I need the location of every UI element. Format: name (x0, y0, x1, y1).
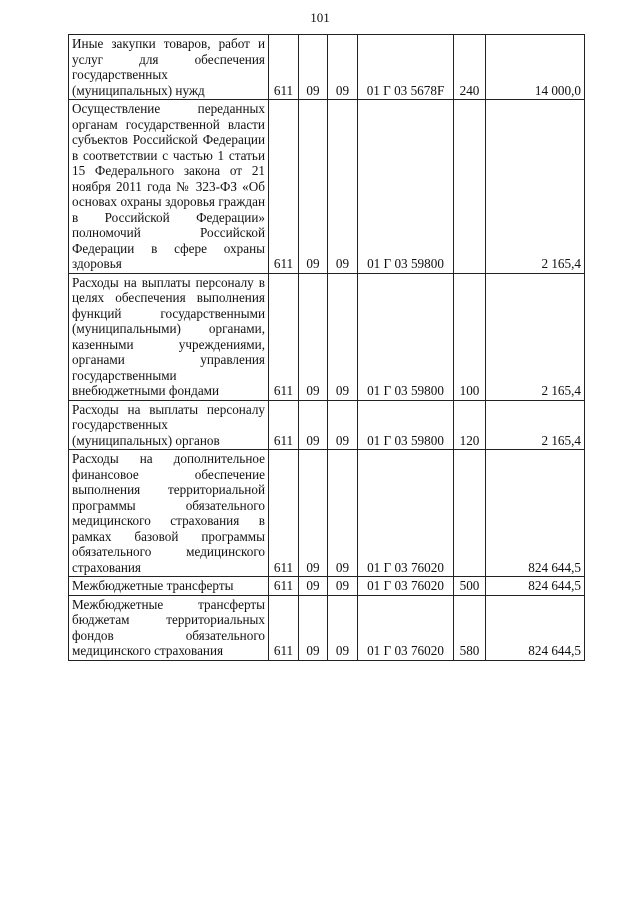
table-row (69, 35, 585, 100)
ministry-code-cell: 611 (269, 100, 299, 274)
description-text: базовой программы (134, 528, 265, 544)
ministry-code-cell: 611 (269, 400, 299, 450)
expense-description (69, 35, 269, 100)
description-text: государственных (72, 67, 168, 82)
amount-cell: 14 000,0 (486, 35, 585, 100)
description-text: (муниципальных) органов (72, 432, 220, 448)
description-text: казенными учреждениями, (72, 336, 265, 352)
description-text: персоналу государственных (72, 401, 266, 432)
amount-cell: 2 165,4 (486, 273, 585, 400)
subsection-code-cell: 09 (328, 595, 358, 660)
expense-description (69, 577, 269, 596)
description-text: страхования в рамках (72, 513, 265, 544)
description-text: персоналу в целях (72, 274, 265, 305)
target-article-cell: 01 Г 03 76020 (358, 577, 454, 596)
table-body (69, 35, 585, 661)
description-text: Расходы на дополнительное (72, 451, 265, 466)
subsection-code-cell: 09 (328, 100, 358, 274)
expense-description (69, 273, 269, 400)
description-text: от 21 ноября 2011 года (72, 163, 266, 194)
description-text: страхования (72, 559, 141, 575)
description-text: внебюджетными фондами (72, 383, 220, 398)
description-text: Межбюджетные трансферты (72, 596, 265, 612)
subsection-code-cell: 09 (328, 577, 358, 596)
description-text: власти субъектов Российской (72, 116, 265, 147)
expense-type-cell: 240 (454, 35, 486, 100)
expense-type-cell (454, 100, 486, 274)
target-article-cell: 01 Г 03 59800 (358, 273, 454, 400)
table-row (69, 400, 585, 450)
description-text: финансовое обеспечение (72, 466, 265, 482)
subsection-code-cell: 09 (328, 273, 358, 400)
description-text: обеспечения выполнения (115, 290, 265, 305)
section-code-cell: 09 (299, 400, 328, 450)
description-text: № 323-ФЗ «Об основах (72, 178, 266, 209)
description-text: охраны здоровья граждан (120, 194, 265, 209)
description-text: фондов обязательного (72, 627, 265, 643)
amount-cell: 824 644,5 (486, 450, 585, 577)
description-text: Осуществление переданных (72, 101, 265, 116)
expense-type-cell: 120 (454, 400, 486, 450)
section-code-cell: 09 (299, 595, 328, 660)
target-article-cell: 01 Г 03 76020 (358, 450, 454, 577)
section-code-cell: 09 (299, 100, 328, 274)
description-text: территориальной программы (72, 482, 265, 513)
description-text: Расходы на выплаты (72, 401, 199, 417)
description-text: обязательного медицинского (72, 544, 265, 559)
description-text: государственными (72, 367, 177, 383)
ministry-code-cell: 611 (269, 595, 299, 660)
description-text: Межбюджетные трансферты (72, 578, 234, 593)
expense-type-cell: 100 (454, 273, 486, 400)
ministry-code-cell: 611 (269, 450, 299, 577)
description-text: медицинского страхования (72, 643, 224, 658)
table-row (69, 450, 585, 577)
target-article-cell: 01 Г 03 5678F (358, 35, 454, 100)
section-code-cell: 09 (299, 35, 328, 100)
description-text: выполнения (72, 482, 141, 497)
description-text: органами управления (72, 352, 265, 367)
description-text: функций государственными (72, 305, 265, 321)
table-row (69, 577, 585, 596)
ministry-code-cell: 611 (269, 577, 299, 596)
table-row (69, 273, 585, 400)
ministry-code-cell: 611 (269, 273, 299, 400)
expense-description (69, 400, 269, 450)
description-text: Расходы на выплаты (72, 274, 191, 290)
subsection-code-cell: 09 (328, 400, 358, 450)
amount-cell: 2 165,4 (486, 100, 585, 274)
description-text: (муниципальными) органами, (72, 321, 265, 336)
description-text: и услуг для обеспечения (72, 36, 265, 67)
description-text: (муниципальных) нужд (72, 82, 205, 98)
description-text: органам государственной (72, 116, 220, 132)
description-text: обязательного медицинского (72, 497, 265, 528)
amount-cell: 824 644,5 (486, 577, 585, 596)
expense-type-cell: 580 (454, 595, 486, 660)
table-row (69, 100, 585, 274)
description-text: в Российской Федерации» (72, 209, 265, 225)
description-text: Иные закупки товаров, работ (72, 36, 250, 51)
section-code-cell: 09 (299, 577, 328, 596)
description-text: Федерации в соответствии (72, 132, 265, 163)
description-text: полномочий Российской (72, 225, 265, 240)
table-row (69, 595, 585, 660)
expense-description (69, 100, 269, 274)
description-text: здоровья (72, 256, 122, 271)
target-article-cell: 01 Г 03 76020 (358, 595, 454, 660)
section-code-cell: 09 (299, 450, 328, 577)
ministry-code-cell: 611 (269, 35, 299, 100)
description-text: с частью 1 статьи (162, 147, 265, 163)
expense-type-cell (454, 450, 486, 577)
target-article-cell: 01 Г 03 59800 (358, 400, 454, 450)
expense-type-cell: 500 (454, 577, 486, 596)
target-article-cell: 01 Г 03 59800 (358, 100, 454, 274)
subsection-code-cell: 09 (328, 35, 358, 100)
description-text: бюджетам территориальных (72, 612, 265, 627)
budget-table (68, 34, 585, 661)
description-text: Федерации в сфере охраны (72, 240, 265, 256)
expense-description (69, 450, 269, 577)
amount-cell: 824 644,5 (486, 595, 585, 660)
subsection-code-cell: 09 (328, 450, 358, 577)
description-text: 15 Федерального закона (72, 163, 221, 178)
page-number: 101 (310, 10, 330, 25)
amount-cell: 2 165,4 (486, 400, 585, 450)
section-code-cell: 09 (299, 273, 328, 400)
expense-description (69, 595, 269, 660)
